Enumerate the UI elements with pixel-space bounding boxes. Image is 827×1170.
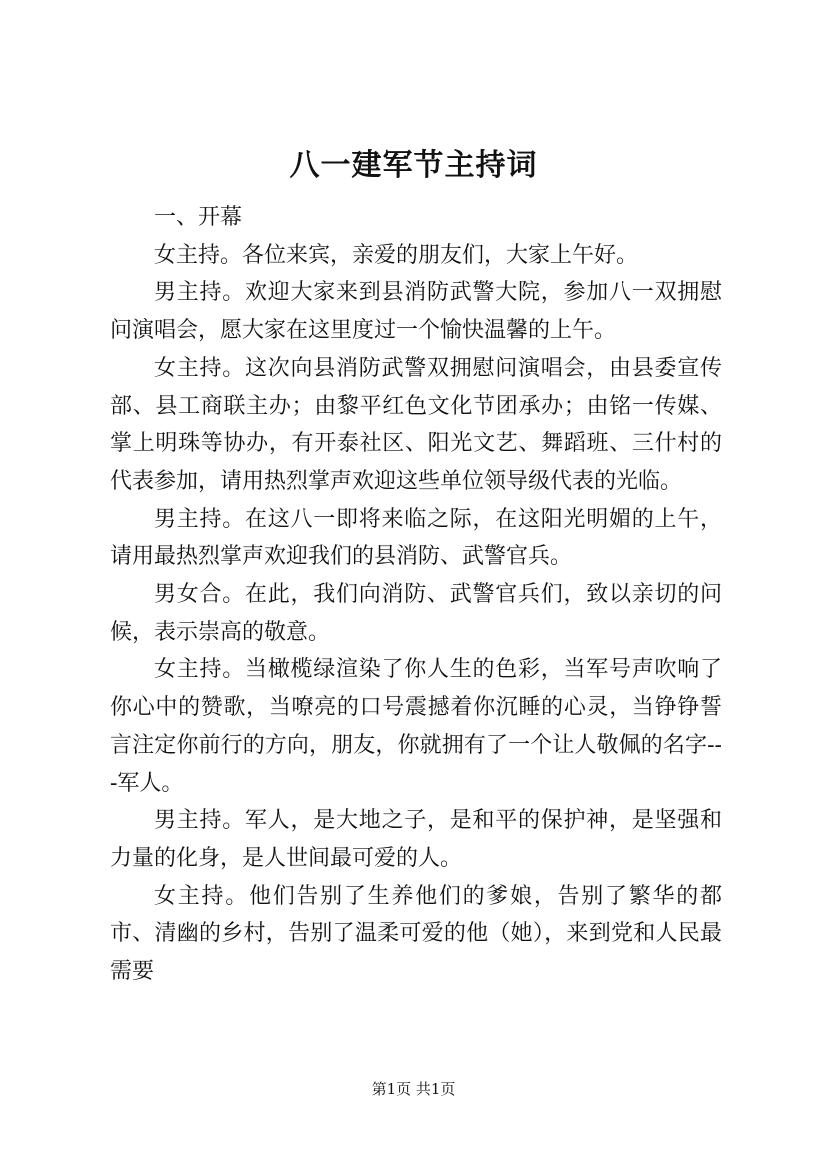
document-title: 八一建军节主持词 <box>289 148 538 183</box>
paragraph: 男主持。欢迎大家来到县消防武警大院，参加八一双拥慰问演唱会，愿大家在这里度过一个愉快温馨的上午。 <box>110 280 722 344</box>
page-footer: 第1页 共1页 <box>371 1080 456 1098</box>
document-body <box>110 199 722 991</box>
paragraph: 男女合。在此，我们向消防、武警官兵们，致以亲切的问候，表示崇高的敬意。 <box>110 582 722 645</box>
paragraph: 女主持。这次向县消防武警双拥慰问演唱会，由县委宣传部、县工商联主办；由黎平红色文化节团承办；由铭一传媒、掌上明珠等协办，有开泰社区、阳光文艺、舞蹈班、三什村的代表参加，请用热烈掌声欢迎这些单位领导级代表的光临。 <box>110 355 722 494</box>
section-heading: 一、开幕 <box>154 205 243 230</box>
paragraph: 男主持。在这八一即将来临之际，在这阳光明媚的上午，请用最热烈掌声欢迎我们的县消防、武警官兵。 <box>110 506 722 570</box>
paragraph: 男主持。军人，是大地之子，是和平的保护神，是坚强和力量的化身，是人世间最可爱的人。 <box>110 808 722 871</box>
paragraph: 女主持。各位来宾，亲爱的朋友们，大家上午好。 <box>154 242 639 268</box>
paragraph: 女主持。当橄榄绿渲染了你人生的色彩，当军号声吹响了你心中的赞歌，当嘹亮的口号震撼着你沉睡的心灵，当铮铮誓言注定你前行的方向，朋友，你就拥有了一个让人敬佩的名字---军人。 <box>110 657 722 796</box>
paragraph: 女主持。他们告别了生养他们的爹娘，告别了繁华的都市、清幽的乡村，告别了温柔可爱的他（她），来到党和人民最需要 <box>110 883 722 985</box>
